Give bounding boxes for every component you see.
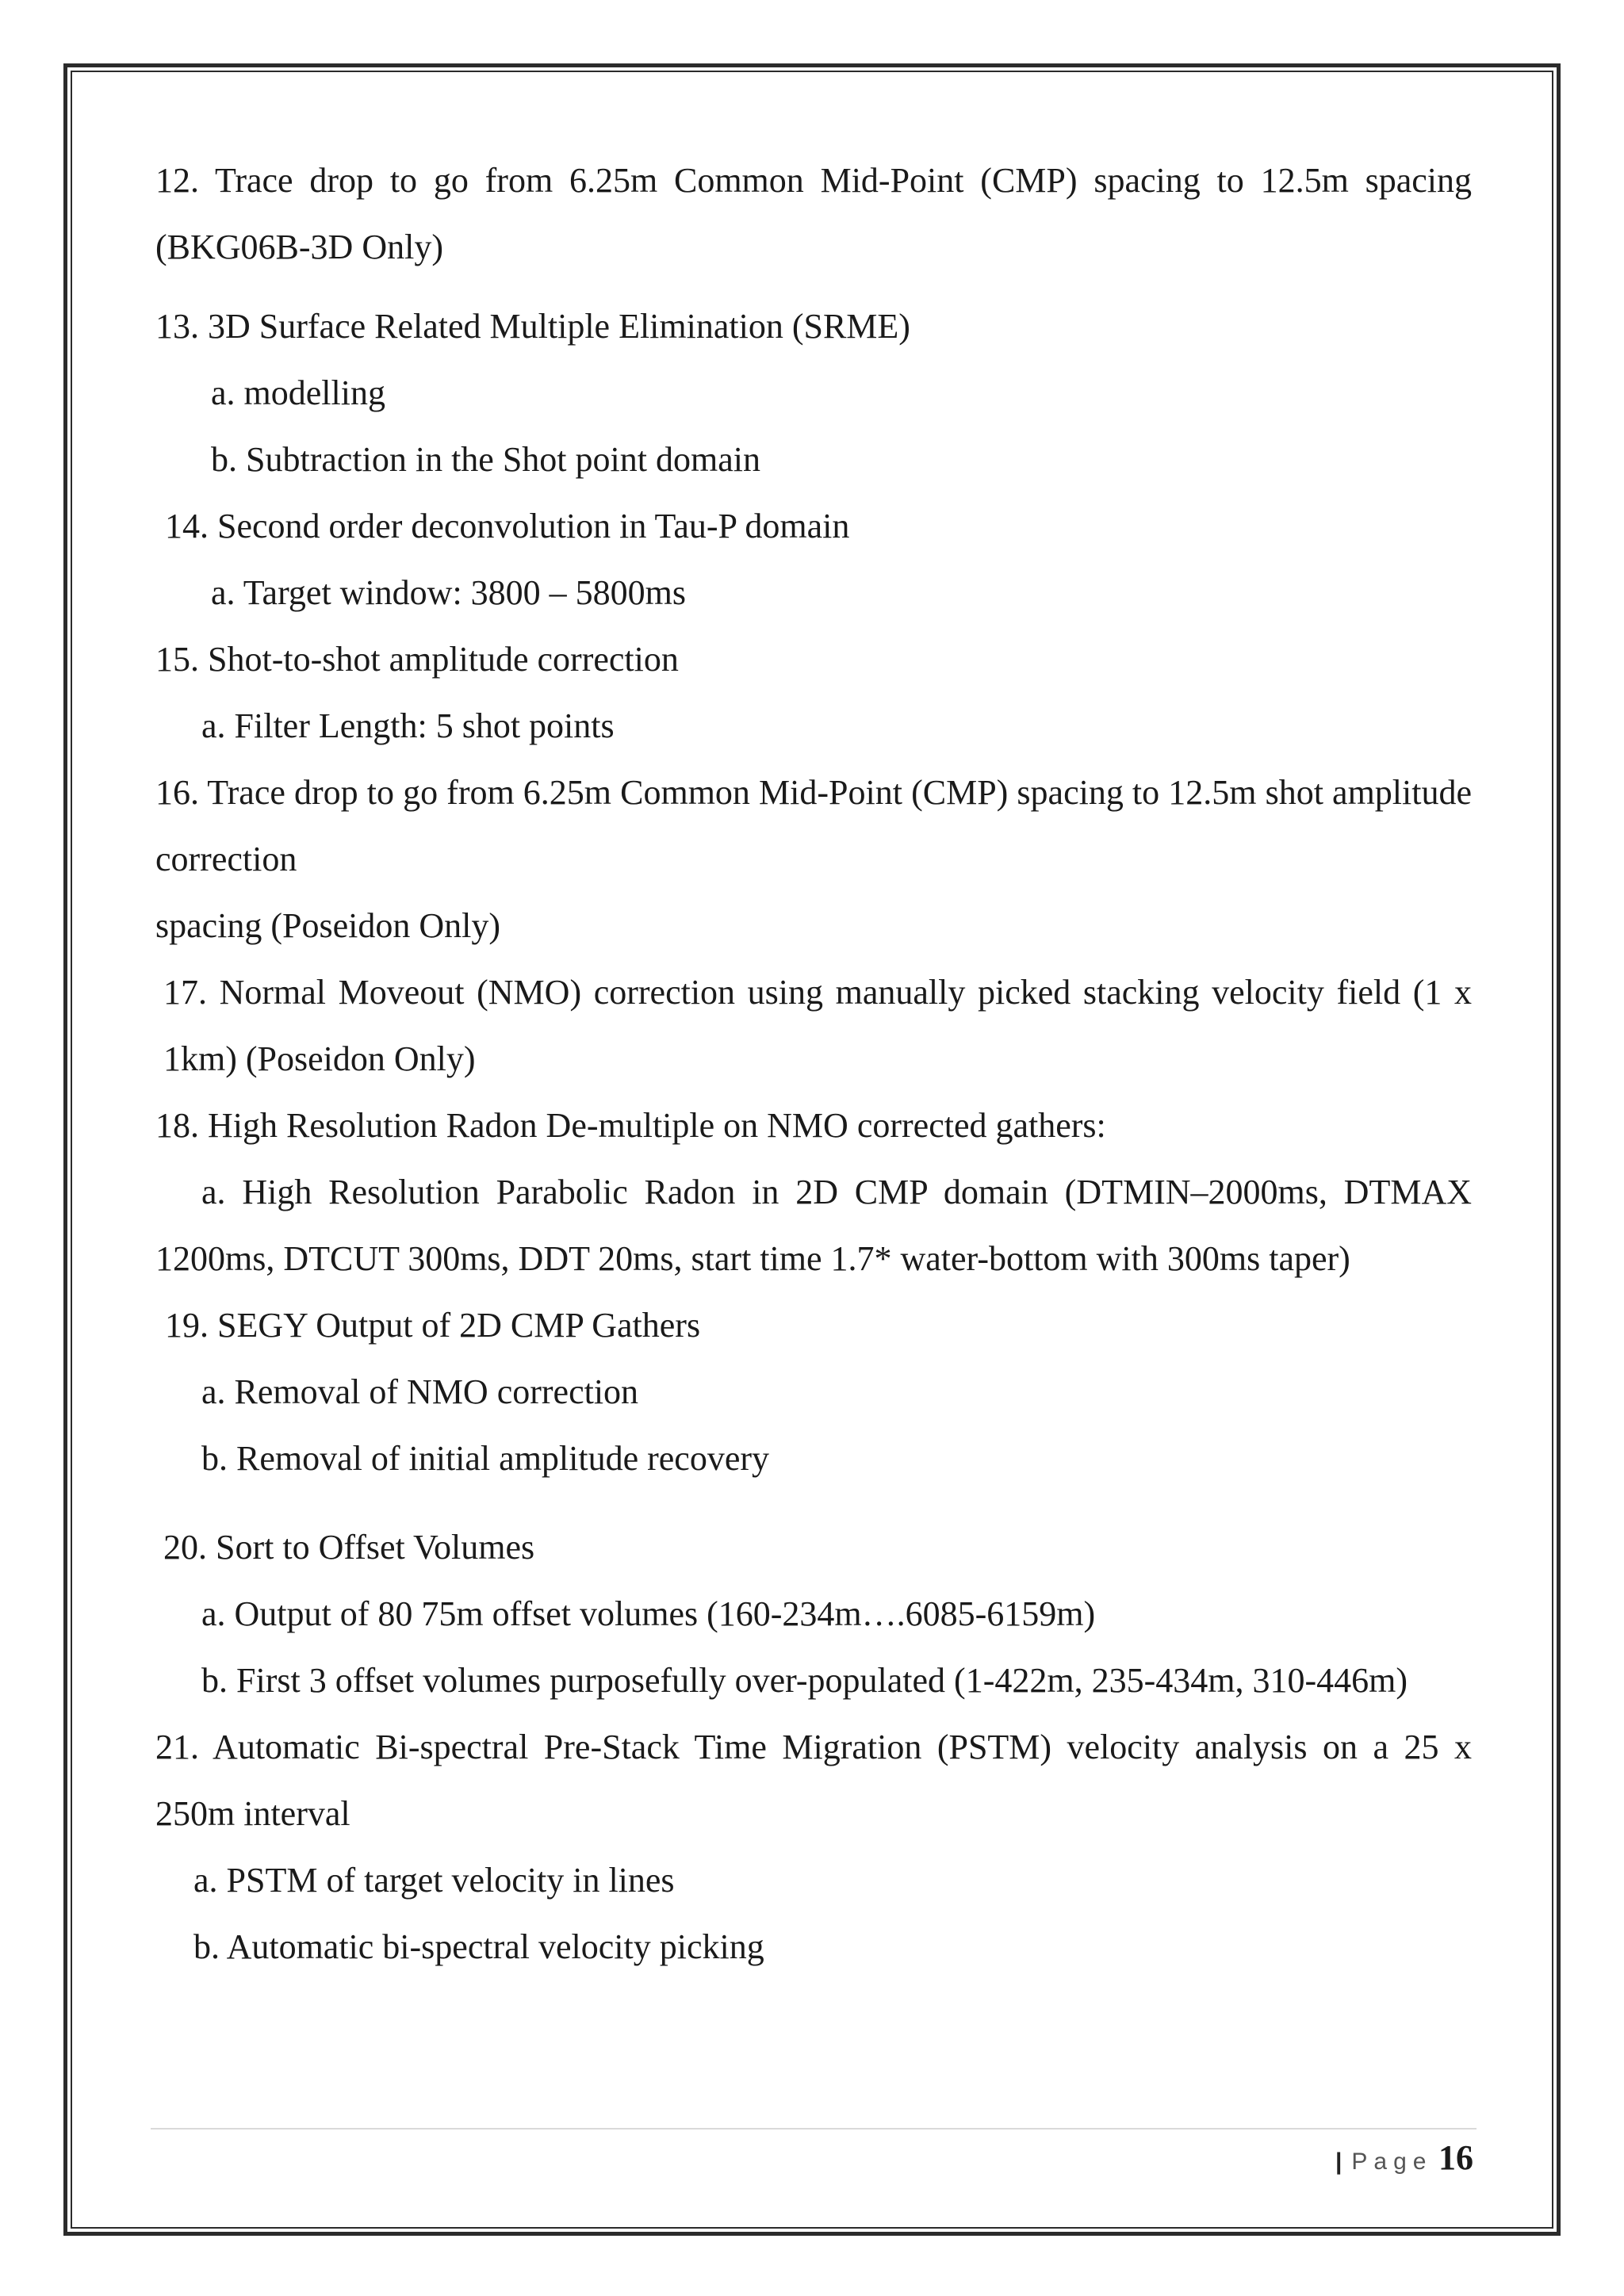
- step-13b: b. Subtraction in the Shot point domain: [211, 440, 760, 479]
- footer-bar: |: [1335, 2149, 1342, 2175]
- step-17: 17. Normal Moveout (NMO) correction using manually picked stacking velocity field (1 x 1km) (Poseidon Only): [163, 973, 1472, 1078]
- page-footer: [1335, 2134, 1473, 2186]
- page-number: 16: [1438, 2138, 1473, 2177]
- step-21: 21. Automatic Bi-spectral Pre-Stack Time Migration (PSTM) velocity analysis on a 25 x 250m interval: [155, 1728, 1472, 1833]
- step-14a: a. Target window: 3800 – 5800ms: [211, 573, 687, 612]
- step-12: 12. Trace drop to go from 6.25m Common Mid-Point (CMP) spacing to 12.5m spacing (BKG06B-3D Only): [155, 161, 1472, 266]
- step-15a: a. Filter Length: 5 shot points: [201, 706, 615, 745]
- step-20b: b. First 3 offset volumes purposefully over-populated (1-422m, 235-434m, 310-446m): [201, 1661, 1408, 1700]
- document-body: [155, 147, 1472, 1980]
- step-13a: a. modelling: [211, 373, 385, 412]
- step-19b: b. Removal of initial amplitude recovery: [201, 1439, 770, 1478]
- footer-divider: [151, 2128, 1477, 2130]
- step-15: 15. Shot-to-shot amplitude correction: [155, 640, 679, 679]
- step-16: 16. Trace drop to go from 6.25m Common Mid-Point (CMP) spacing to 12.5m shot amplitude correction: [155, 773, 1472, 878]
- step-18: 18. High Resolution Radon De-multiple on NMO corrected gathers:: [155, 1106, 1106, 1145]
- footer-page-label: Page: [1351, 2149, 1433, 2175]
- step-19: 19. SEGY Output of 2D CMP Gathers: [165, 1306, 701, 1345]
- step-19a: a. Removal of NMO correction: [201, 1372, 639, 1411]
- step-21a: a. PSTM of target velocity in lines: [193, 1861, 675, 1900]
- step-21b: b. Automatic bi-spectral velocity picking: [193, 1927, 764, 1966]
- step-16-continued: spacing (Poseidon Only): [155, 906, 501, 945]
- step-20a: a. Output of 80 75m offset volumes (160-234m….6085-6159m): [201, 1594, 1096, 1633]
- step-18a: a. High Resolution Parabolic Radon in 2D CMP domain (DTMIN–2000ms, DTMAX 1200ms, DTCUT 300ms, DDT 20ms, start time 1.7* water-bottom with 300ms taper): [155, 1173, 1472, 1278]
- step-13: 13. 3D Surface Related Multiple Elimination (SRME): [155, 307, 910, 346]
- step-20: 20. Sort to Offset Volumes: [163, 1528, 535, 1567]
- step-14: 14. Second order deconvolution in Tau-P domain: [165, 507, 850, 545]
